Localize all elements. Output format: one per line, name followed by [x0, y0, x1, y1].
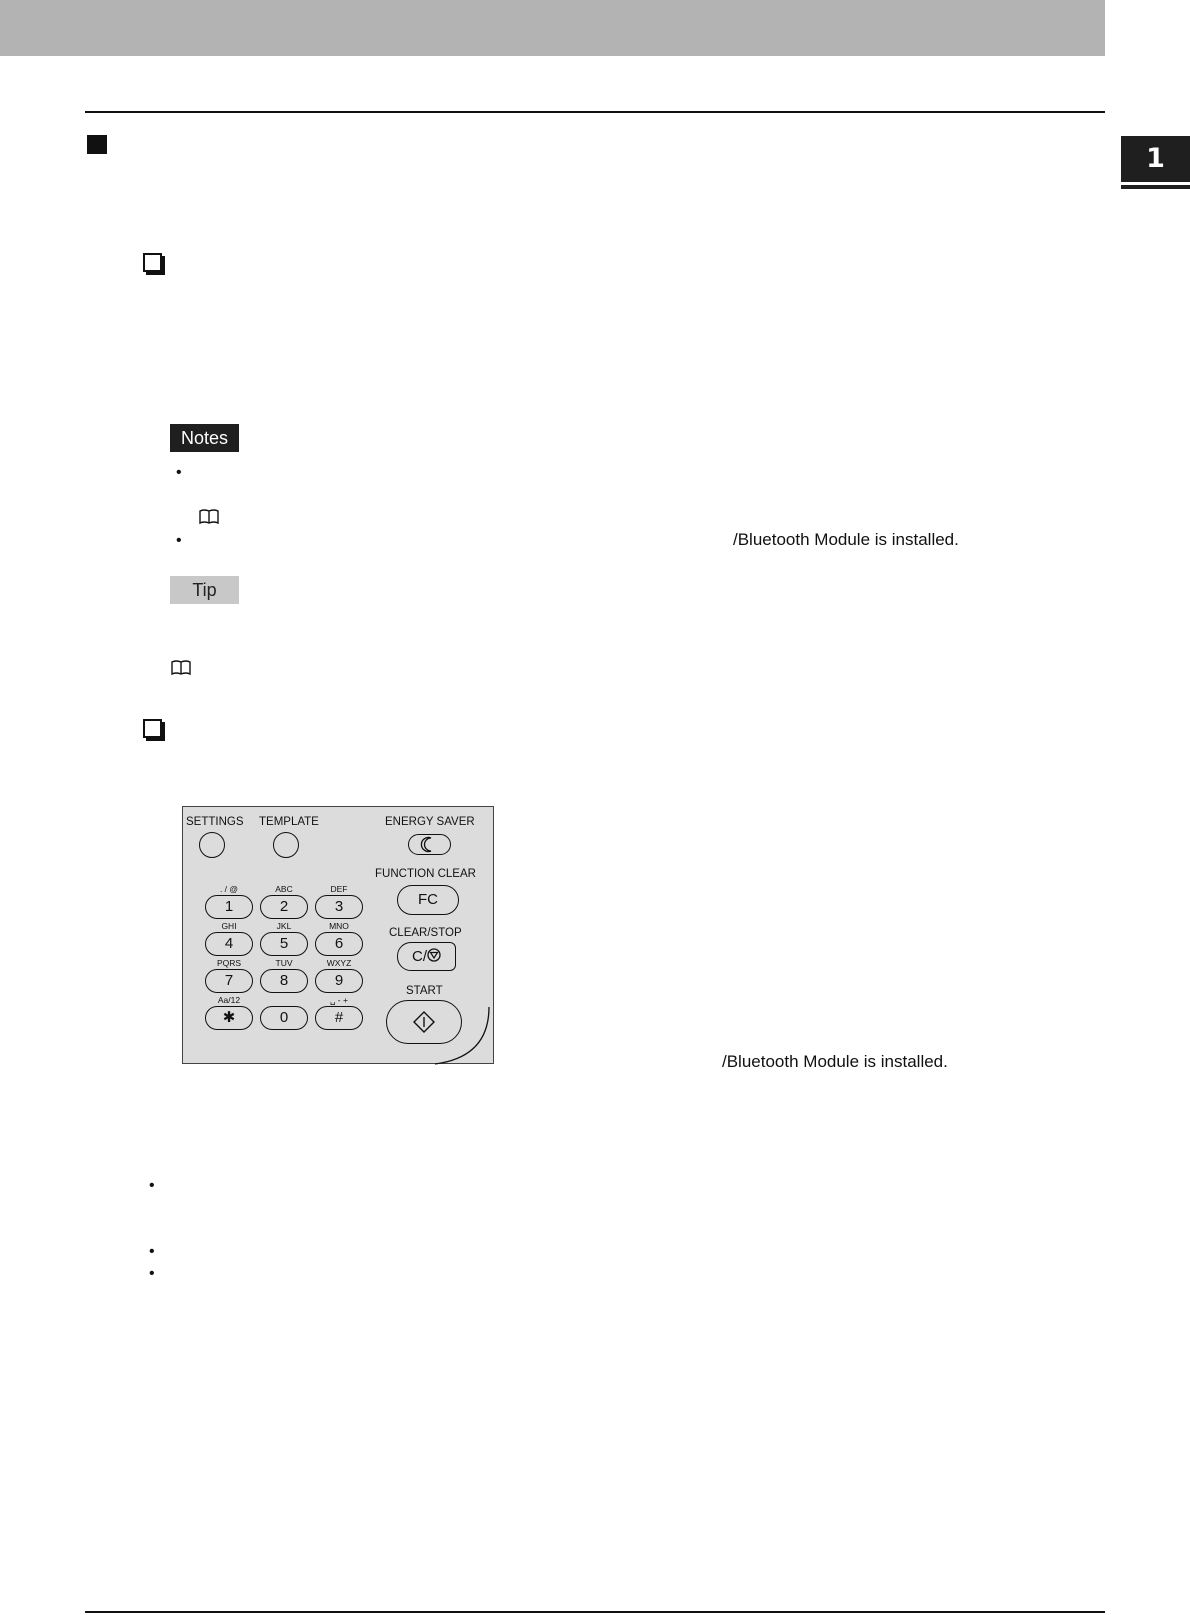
- list-bullet: •: [149, 1265, 155, 1282]
- key-sub-label: . / @: [219, 884, 239, 894]
- moon-icon: [409, 835, 450, 854]
- section-square-icon: [87, 135, 107, 154]
- checkbox-icon: [143, 253, 162, 272]
- keypad-key-1[interactable]: 1: [205, 895, 253, 919]
- energy-saver-label: ENERGY SAVER: [385, 816, 475, 828]
- keypad-key-7[interactable]: 7: [205, 969, 253, 993]
- notes-bullet: •: [176, 532, 182, 549]
- panel-curve: [435, 1007, 493, 1065]
- key-sub-label: TUV: [275, 958, 293, 968]
- template-label: TEMPLATE: [259, 816, 319, 828]
- notes-bullet-text: /Bluetooth Module is installed.: [733, 530, 959, 549]
- key-sub-label: MNO: [329, 921, 349, 931]
- key-sub-label: Aa/12: [217, 995, 241, 1005]
- header-band: [0, 0, 1105, 56]
- settings-button[interactable]: [199, 832, 225, 858]
- keypad-key-hash[interactable]: #: [315, 1006, 363, 1030]
- function-clear-label: FUNCTION CLEAR: [375, 868, 476, 880]
- keypad-key-3[interactable]: 3: [315, 895, 363, 919]
- keypad-key-star[interactable]: ✱: [205, 1006, 253, 1030]
- chapter-tab[interactable]: 1: [1121, 136, 1190, 182]
- keypad-key-5[interactable]: 5: [260, 932, 308, 956]
- key-sub-label: ABC: [275, 884, 293, 894]
- keypad-key-4[interactable]: 4: [205, 932, 253, 956]
- energy-saver-button[interactable]: [408, 834, 451, 855]
- notes-label: Notes: [170, 424, 239, 452]
- key-sub-label: ␣ - +: [330, 995, 348, 1005]
- key-sub-label: JKL: [276, 921, 292, 931]
- clear-stop-key-label: C/: [412, 948, 427, 965]
- footer-rule: [85, 1611, 1105, 1613]
- notes-bullet: •: [176, 464, 182, 481]
- checkbox-icon: [143, 719, 162, 738]
- book-icon: [170, 660, 192, 676]
- header-rule: [85, 111, 1105, 113]
- keypad-key-0[interactable]: 0: [260, 1006, 308, 1030]
- panel-caption-text: /Bluetooth Module is installed.: [722, 1052, 948, 1071]
- settings-label: SETTINGS: [186, 816, 244, 828]
- keypad-key-9[interactable]: 9: [315, 969, 363, 993]
- key-sub-label: PQRS: [216, 958, 242, 968]
- book-icon: [198, 509, 220, 525]
- stop-icon: [427, 948, 441, 962]
- template-button[interactable]: [273, 832, 299, 858]
- clear-stop-button[interactable]: [397, 942, 456, 971]
- clear-stop-label: CLEAR/STOP: [389, 927, 462, 939]
- list-bullet: •: [149, 1243, 155, 1260]
- function-clear-button[interactable]: FC: [397, 885, 459, 915]
- control-panel-illustration: [182, 806, 494, 1064]
- key-sub-label: WXYZ: [326, 958, 352, 968]
- keypad-key-8[interactable]: 8: [260, 969, 308, 993]
- keypad-key-2[interactable]: 2: [260, 895, 308, 919]
- start-label: START: [406, 985, 443, 997]
- chapter-tab-rule: [1121, 185, 1190, 189]
- list-bullet: •: [149, 1177, 155, 1194]
- tip-label: Tip: [170, 576, 239, 604]
- key-sub-label: GHI: [221, 921, 237, 931]
- keypad-key-6[interactable]: 6: [315, 932, 363, 956]
- key-sub-label: DEF: [330, 884, 348, 894]
